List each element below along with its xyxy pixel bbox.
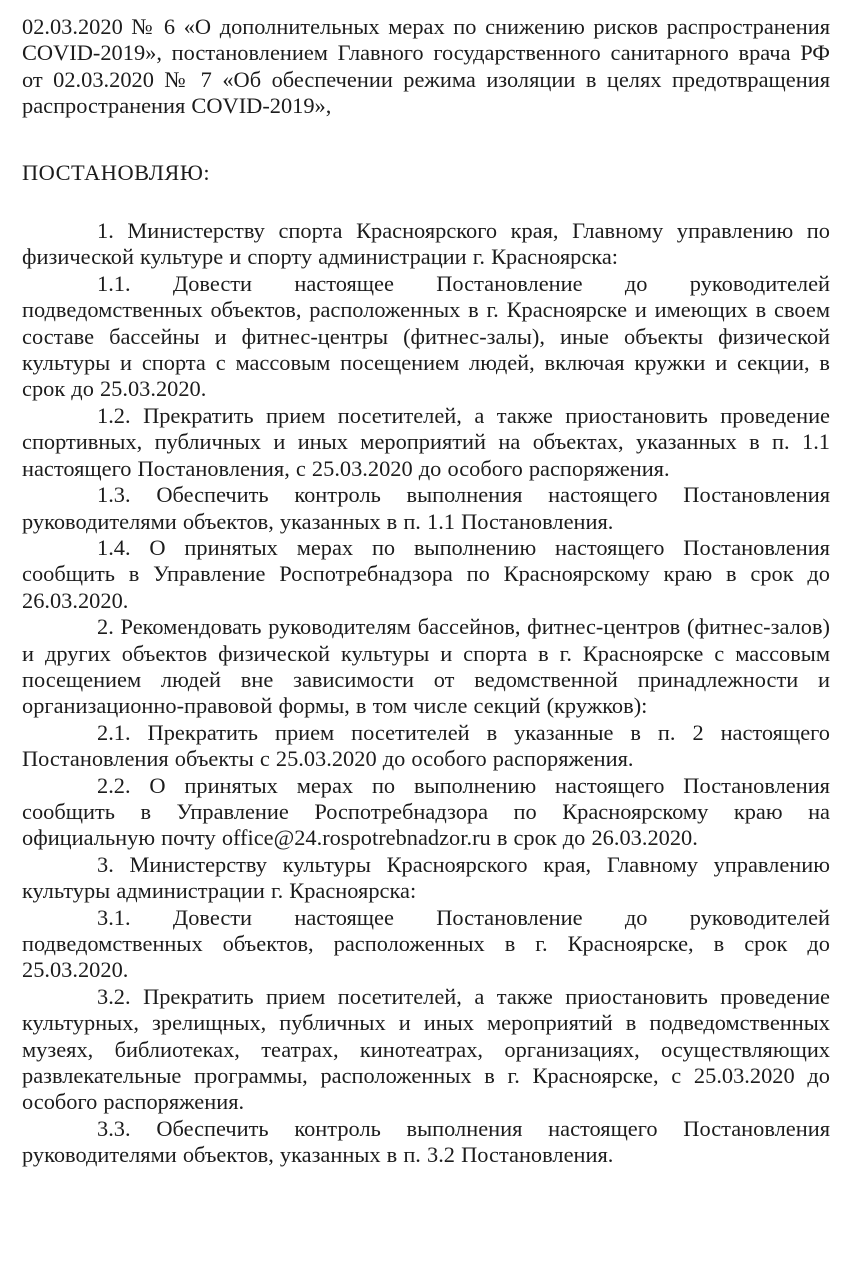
clause-3-1: 3.1. Довести настоящее Постановление до руководителей подведомственных объектов, расположенных в г. Красноярске, в срок до 25.03.2020.	[22, 904, 830, 983]
clause-3-3: 3.3. Обеспечить контроль выполнения настоящего Постановления руководителями объектов, указанных в п. 3.2 Постановления.	[22, 1115, 830, 1168]
clause-3: 3. Министерству культуры Красноярского края, Главному управлению культуры администрации г. Красноярска:	[22, 851, 830, 904]
clause-1-4: 1.4. О принятых мерах по выполнению настоящего Постановления сообщить в Управление Роспотребнадзора по Красноярскому краю в срок до 26.03.2020.	[22, 534, 830, 613]
document-page	[22, 14, 830, 1169]
clause-2-1: 2.1. Прекратить прием посетителей в указанные в п. 2 настоящего Постановления объекты с 25.03.2020 до особого распоряжения.	[22, 719, 830, 772]
decree-heading: ПОСТАНОВЛЯЮ:	[22, 159, 211, 185]
clause-3-2: 3.2. Прекратить прием посетителей, а также приостановить проведение культурных, зрелищных, публичных и иных мероприятий в подведомственных музеях, библиотеках, театрах, кинотеатрах, организациях, осуществляющих развлекательные программы, расположенных в г. Красноярске, с 25.03.2020 до особого распоряжения.	[22, 983, 830, 1115]
clause-1-3: 1.3. Обеспечить контроль выполнения настоящего Постановления руководителями объектов, указанных в п. 1.1 Постановления.	[22, 482, 830, 534]
intro-paragraph: 02.03.2020 № 6 «О дополнительных мерах по снижению рисков распространения COVID-2019», постановлением Главного государственного санитарного врача РФ от 02.03.2020 № 7 «Об обеспечении режима изоляции в целях предотвращения распространения COVID-2019»,	[22, 14, 830, 119]
clause-2-2: 2.2. О принятых мерах по выполнению настоящего Постановления сообщить в Управление Роспотребнадзора по Красноярскому краю на официальную почту office@24.rospotrebnadzor.ru в срок до 26.03.2020.	[22, 772, 830, 851]
clause-2: 2. Рекомендовать руководителям бассейнов, фитнес-центров (фитнес-залов) и других объектов физической культуры и спорта в г. Красноярске с массовым посещением людей вне зависимости от ведомственной принадлежности и организационно-правовой формы, в том числе секций (кружков):	[22, 614, 830, 719]
clause-1-1: 1.1. Довести настоящее Постановление до руководителей подведомственных объектов, расположенных в г. Красноярске и имеющих в своем составе бассейны и фитнес-центры (фитнес-залы), иные объекты физической культуры и спорта с массовым посещением людей, включая кружки и секции, в срок до 25.03.2020.	[22, 270, 830, 402]
clause-1-2: 1.2. Прекратить прием посетителей, а также приостановить проведение спортивных, публичных и иных мероприятий на объектах, указанных в п. 1.1 настоящего Постановления, с 25.03.2020 до особого распоряжения.	[22, 402, 830, 481]
clause-1: 1. Министерству спорта Красноярского края, Главному управлению по физической культуре и спорту администрации г. Красноярска:	[22, 218, 830, 270]
